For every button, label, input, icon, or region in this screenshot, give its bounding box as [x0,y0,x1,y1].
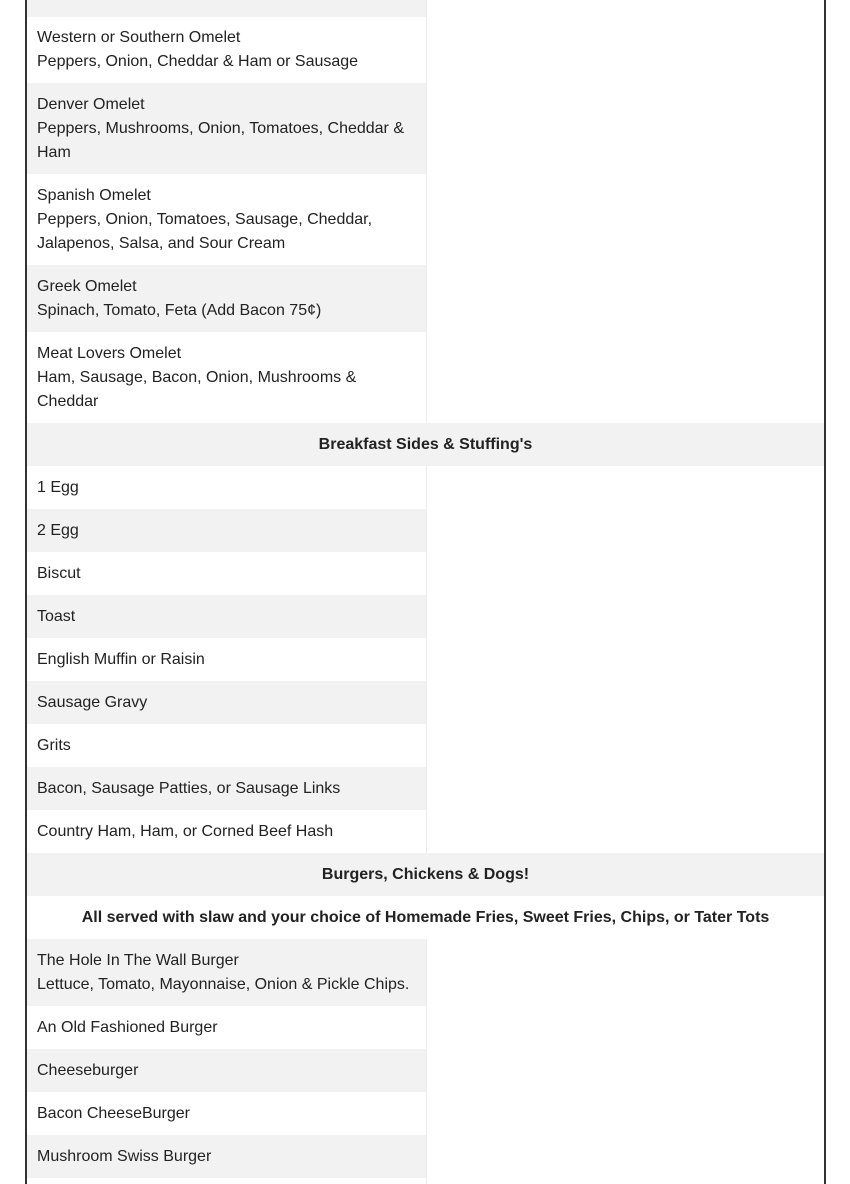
side-item: Biscut [27,552,426,595]
side-item: Sausage Gravy [27,681,426,724]
menu-item-description: Spinach, Tomato, Feta (Add Bacon 75¢) [37,301,322,319]
menu-item-name: Denver Omelet [37,95,145,113]
burger-item: Bacon CheeseBurger [27,1092,426,1135]
side-item: English Muffin or Raisin [27,638,426,681]
table-row [27,1092,824,1135]
menu-item-cell [27,17,426,83]
burger-item: An Old Fashioned Burger [27,1006,426,1049]
table-row [27,1135,824,1178]
table-row [27,939,824,1006]
side-item: 2 Egg [27,509,426,552]
side-item: 1 Egg [27,466,426,509]
table-row [27,810,824,853]
table-row [27,509,824,552]
menu-item-name: Western or Southern Omelet [37,29,241,46]
table-row [27,1006,824,1049]
section-header-row [27,423,824,466]
section-note-burgers: All served with slaw and your choice of Homemade Fries, Sweet Fries, Chips, or Tater Tots [27,896,824,939]
menu-item-name: The Hole In The Wall Burger [37,951,239,969]
menu-item-description: Peppers, Mushrooms, Onion, Tomatoes, Cheddar & Ham [37,119,404,161]
menu-table-container [25,0,826,1184]
menu-item-name: Meat Lovers Omelet [37,344,182,362]
menu-item-cell [27,83,426,174]
table-row [27,595,824,638]
section-heading-burgers: Burgers, Chickens & Dogs! [27,853,824,896]
side-item: Bacon, Sausage Patties, or Sausage Links [27,767,426,810]
table-row [27,83,824,174]
table-row [27,265,824,332]
table-row [27,767,824,810]
table-row [27,1049,824,1092]
side-item: Grits [27,724,426,767]
table-row [27,638,824,681]
menu-item-name: Spanish Omelet [37,186,151,204]
table-row [27,332,824,423]
table-row [27,174,824,265]
menu-item-cell [27,939,426,1006]
section-note-row [27,896,824,939]
table-row [27,552,824,595]
menu-item-description: Lettuce, Tomato, Mayonnaise, Onion & Pickle Chips. [37,975,410,993]
side-item: Country Ham, Ham, or Corned Beef Hash [27,810,426,853]
menu-item-cell [27,265,426,332]
menu-item-description: Peppers, Onion, Tomatoes, Sausage, Cheddar, Jalapenos, Salsa, and Sour Cream [37,210,373,252]
menu-item-description: Peppers, Onion, Cheddar & Ham or Sausage [37,53,359,70]
menu-item-description: Ham, Sausage, Bacon, Onion, Mushrooms & Cheddar [37,368,357,410]
section-heading-sides: Breakfast Sides & Stuffing's [27,423,824,466]
burger-item: Mushroom Swiss Burger [27,1135,426,1178]
table-row [27,466,824,509]
table-row [27,17,824,83]
menu-item-name: Greek Omelet [37,277,137,295]
table-row [27,1178,824,1184]
burger-item: Cheeseburger [27,1049,426,1092]
section-header-row [27,853,824,896]
menu-item-cell [27,174,426,265]
side-item: Toast [27,595,426,638]
table-row [27,0,824,17]
table-row [27,724,824,767]
table-row [27,681,824,724]
menu-item-cell [27,332,426,423]
menu-table [27,0,825,1184]
